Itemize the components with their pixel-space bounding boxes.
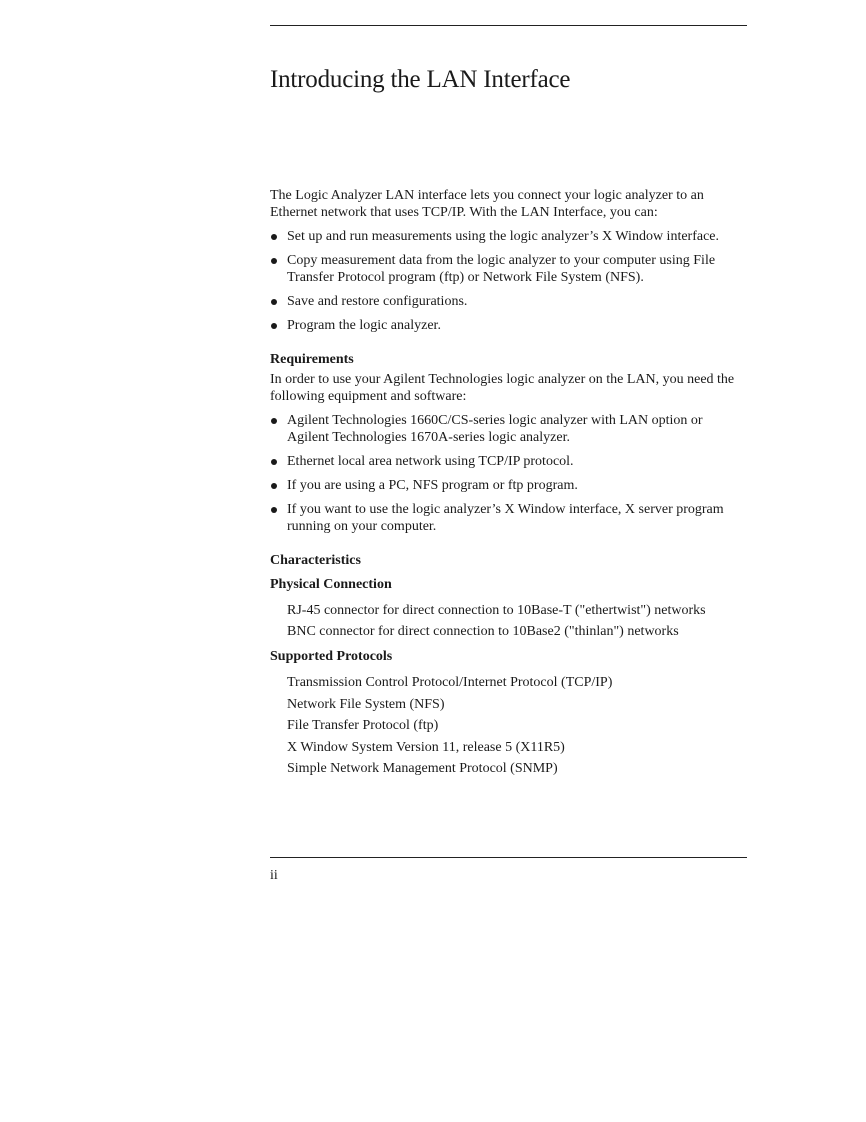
list-item: Network File System (NFS)	[287, 696, 445, 712]
list-item: RJ-45 connector for direct connection to 10Base-T ("ethertwist") networks	[287, 603, 706, 618]
top-rule	[270, 25, 747, 26]
capabilities-list	[270, 228, 740, 334]
characteristics-heading: Characteristics	[270, 553, 361, 568]
list-item: Set up and run measurements using the logic analyzer’s X Window interface.	[270, 228, 740, 245]
list-item: Simple Network Management Protocol (SNMP)	[287, 761, 558, 776]
list-item: Save and restore configurations.	[270, 293, 740, 310]
requirements-list	[270, 412, 740, 535]
page-content	[270, 187, 740, 782]
list-item: If you want to use the logic analyzer’s X Window interface, X server program running on your computer.	[270, 501, 740, 535]
list-item: Program the logic analyzer.	[270, 317, 740, 334]
intro-paragraph: The Logic Analyzer LAN interface lets you connect your logic analyzer to an Ethernet network that uses TCP/IP. With the LAN Interface, you can:	[270, 188, 704, 220]
requirements-heading: Requirements	[270, 352, 354, 367]
list-item: X Window System Version 11, release 5 (X11R5)	[287, 739, 565, 755]
list-item: BNC connector for direct connection to 10Base2 ("thinlan") networks	[287, 624, 679, 639]
list-item: File Transfer Protocol (ftp)	[287, 718, 439, 733]
supported-protocols-list	[270, 674, 740, 777]
physical-connection-list	[270, 602, 740, 640]
physical-connection-heading: Physical Connection	[270, 577, 392, 592]
page-number: ii	[270, 868, 278, 883]
list-item: Transmission Control Protocol/Internet Protocol (TCP/IP)	[287, 675, 613, 690]
list-item: Agilent Technologies 1660C/CS-series logic analyzer with LAN option or Agilent Technologies 1670A-series logic analyzer.	[270, 412, 740, 446]
page-title: Introducing the LAN Interface	[270, 66, 571, 93]
list-item: Copy measurement data from the logic analyzer to your computer using File Transfer Protocol program (ftp) or Network File System (NFS).	[270, 252, 740, 286]
supported-protocols-heading: Supported Protocols	[270, 649, 393, 664]
list-item: Ethernet local area network using TCP/IP protocol.	[270, 453, 740, 470]
bottom-rule	[270, 857, 747, 858]
requirements-paragraph: In order to use your Agilent Technologies logic analyzer on the LAN, you need the following equipment and software:	[270, 372, 735, 404]
list-item: If you are using a PC, NFS program or ftp program.	[270, 477, 740, 494]
